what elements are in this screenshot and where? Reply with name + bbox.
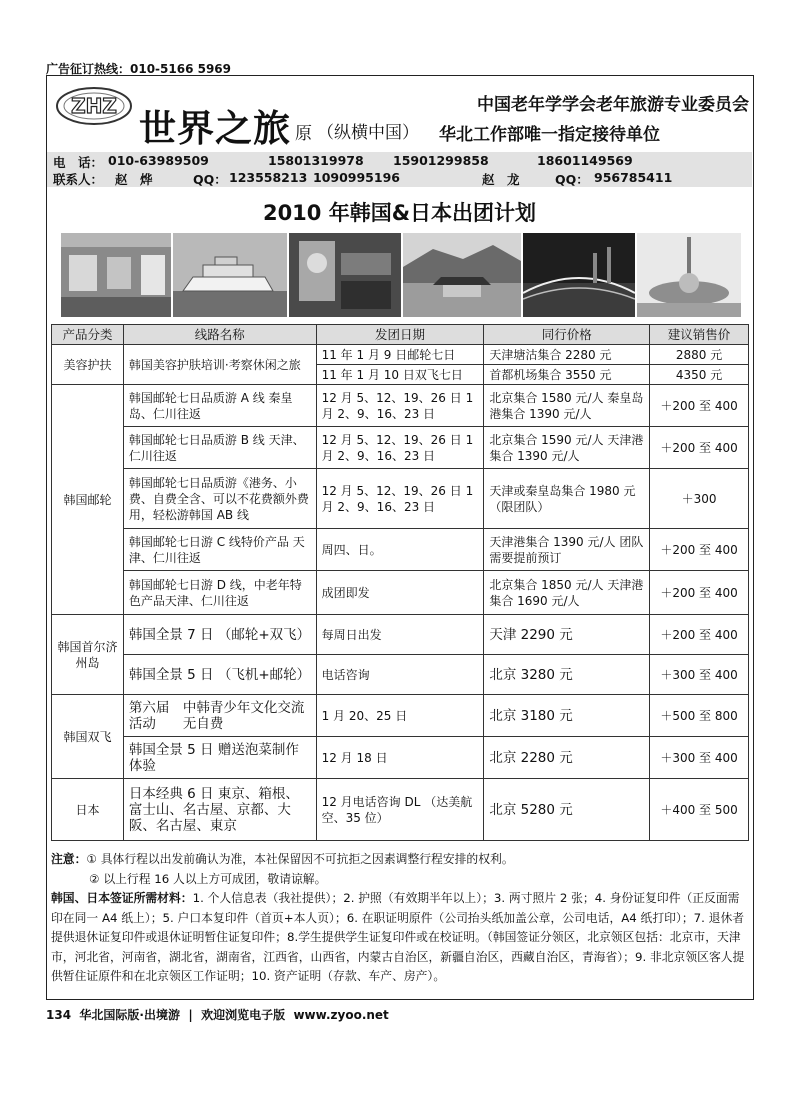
page-title: 2010 年韩国&日本出团计划 bbox=[262, 201, 537, 225]
category-cell: 日本 bbox=[52, 779, 124, 841]
route-cell: 韩国邮轮七日品质游 B 线 天津、仁川往返 bbox=[123, 427, 316, 469]
ship-cabin-photo bbox=[289, 233, 401, 317]
brand-header bbox=[47, 76, 752, 152]
retail-cell: ＋200 至 400 bbox=[650, 571, 749, 615]
qq-label-2: QQ： bbox=[555, 172, 589, 187]
route-cell: 韩国全景 5 日 赠送泡菜制作体验 bbox=[123, 737, 316, 779]
table-header-row bbox=[52, 325, 749, 345]
route-cell: 韩国美容护肤培训·考察休闲之旅 bbox=[123, 345, 316, 385]
col-header-route: 线路名称 bbox=[123, 325, 316, 345]
phone-1: 010-63989509 bbox=[108, 153, 209, 168]
footer-slogan: 欢迎浏览电子版 bbox=[201, 1008, 286, 1022]
phone-2: 15801319978 bbox=[268, 153, 364, 168]
price-cell: 天津港集合 1390 元/人 团队需要提前预订 bbox=[484, 529, 650, 571]
brand-former-prefix: 原 bbox=[295, 124, 312, 144]
date-cell: 成团即发 bbox=[316, 571, 484, 615]
date-cell: 12 月 5、12、19、26 日 1 月 2、9、16、23 日 bbox=[316, 469, 484, 529]
photo-strip bbox=[61, 233, 741, 317]
note-line-1 bbox=[51, 850, 751, 870]
appointment-text: 华北工作部唯一指定接待单位 bbox=[439, 125, 660, 145]
date-cell: 电话咨询 bbox=[316, 655, 484, 695]
retail-cell: ＋500 至 800 bbox=[650, 695, 749, 737]
footer-separator: | bbox=[188, 1008, 193, 1022]
table-row bbox=[52, 385, 749, 427]
ad-hotline: 广告征订热线：010-5166 5969 bbox=[46, 62, 232, 76]
table-row bbox=[52, 345, 749, 365]
table-row bbox=[52, 469, 749, 529]
visa-requirements bbox=[51, 889, 751, 987]
page-number: 134 bbox=[46, 1008, 72, 1022]
col-header-retail: 建议销售价 bbox=[650, 325, 749, 345]
zhz-logo-icon bbox=[55, 86, 133, 126]
price-cell: 首都机场集合 3550 元 bbox=[484, 365, 650, 385]
date-cell: 11 年 1 月 10 日双飞七日 bbox=[316, 365, 484, 385]
cruise-ship-photo bbox=[173, 233, 287, 317]
date-cell: 12 月 5、12、19、26 日 1 月 2、9、16、23 日 bbox=[316, 385, 484, 427]
retail-cell: ＋200 至 400 bbox=[650, 529, 749, 571]
price-cell: 北京集合 1850 元/人 天津港集合 1690 元/人 bbox=[484, 571, 650, 615]
brand-name: 世界之旅 bbox=[139, 106, 291, 150]
col-header-category: 产品分类 bbox=[52, 325, 124, 345]
table-row bbox=[52, 737, 749, 779]
retail-cell: ＋300 至 400 bbox=[650, 655, 749, 695]
page-footer bbox=[46, 1006, 389, 1023]
person-2: 赵 龙 bbox=[482, 172, 520, 187]
qq-1a: 123558213 bbox=[229, 170, 308, 185]
korean-palace-photo bbox=[403, 233, 521, 317]
table-row bbox=[52, 779, 749, 841]
qq-label-1: QQ： bbox=[193, 172, 227, 187]
phone-3: 15901299858 bbox=[393, 153, 489, 168]
route-cell: 韩国邮轮七日品质游《港务、小费、自费全含、可以不花费额外费用，轻松游韩国 AB 线 bbox=[123, 469, 316, 529]
col-header-price: 同行价格 bbox=[484, 325, 650, 345]
monument-photo bbox=[637, 233, 741, 317]
table-row bbox=[52, 571, 749, 615]
association-name: 中国老年学学会老年旅游专业委员会 bbox=[477, 95, 749, 115]
date-cell: 周四、日。 bbox=[316, 529, 484, 571]
date-cell: 12 月电话咨询 DL （达美航空、35 位） bbox=[316, 779, 484, 841]
category-cell: 韩国邮轮 bbox=[52, 385, 124, 615]
person-label: 联系人： bbox=[53, 172, 104, 187]
date-cell: 12 月 18 日 bbox=[316, 737, 484, 779]
table-row bbox=[52, 695, 749, 737]
route-cell: 第六届 中韩青少年文化交流活动 无自费 bbox=[123, 695, 316, 737]
price-cell: 北京集合 1590 元/人 天津港集合 1390 元/人 bbox=[484, 427, 650, 469]
phone-label: 电 话： bbox=[53, 155, 104, 170]
route-cell: 韩国邮轮七日品质游 A 线 秦皇岛、仁川往返 bbox=[123, 385, 316, 427]
price-cell: 北京 3280 元 bbox=[484, 655, 650, 695]
price-cell: 北京 5280 元 bbox=[484, 779, 650, 841]
route-cell: 韩国全景 5 日 （飞机+邮轮） bbox=[123, 655, 316, 695]
notes-section bbox=[51, 850, 751, 987]
table-row bbox=[52, 529, 749, 571]
retail-cell: ＋300 至 400 bbox=[650, 737, 749, 779]
notes-label: 注意： bbox=[51, 852, 87, 866]
price-cell: 天津 2290 元 bbox=[484, 615, 650, 655]
tour-plan-table bbox=[51, 324, 749, 841]
note-1: ① 具体行程以出发前确认为准，本社保留因不可抗拒之因素调整行程安排的权利。 bbox=[86, 852, 514, 866]
category-cell: 韩国双飞 bbox=[52, 695, 124, 779]
route-cell: 韩国邮轮七日游 D 线，中老年特色产品天津、仁川往返 bbox=[123, 571, 316, 615]
retail-cell: 4350 元 bbox=[650, 365, 749, 385]
note-2: ② 以上行程 16 人以上方可成团，敬请谅解。 bbox=[89, 871, 327, 886]
visa-label: 韩国、日本签证所需材料： bbox=[51, 891, 193, 905]
price-cell: 天津或秦皇岛集合 1980 元（限团队） bbox=[484, 469, 650, 529]
price-cell: 北京 2280 元 bbox=[484, 737, 650, 779]
qq-2: 956785411 bbox=[594, 170, 673, 185]
cabin-interior-photo bbox=[61, 233, 171, 317]
col-header-date: 发团日期 bbox=[316, 325, 484, 345]
website-link[interactable]: www.zyoo.net bbox=[293, 1008, 389, 1022]
person-1: 赵 烨 bbox=[115, 172, 153, 187]
price-cell: 天津塘沽集合 2280 元 bbox=[484, 345, 650, 365]
night-bridge-photo bbox=[523, 233, 635, 317]
retail-cell: ＋200 至 400 bbox=[650, 615, 749, 655]
route-cell: 韩国全景 7 日 （邮轮+双飞） bbox=[123, 615, 316, 655]
table-row bbox=[52, 427, 749, 469]
retail-cell: ＋200 至 400 bbox=[650, 427, 749, 469]
route-cell: 日本经典 6 日 東京、箱根、富士山、名古屋、京都、大阪、名古屋、東京 bbox=[123, 779, 316, 841]
visa-text: 1. 个人信息表（我社提供）；2. 护照（有效期半年以上）；3. 两寸照片 2 张；4. 身份证复印件（正反面需印在同一 A4 纸上）；5. 户口本复印件（首页+本人页）；6. 在职证明原件（公司抬头纸加盖公章，公司电话，A4 纸打印）；7. 退休者提供退休证复印件或退休证明暂住证复印件；8.学生提供学生证复印件或在校证明。（韩国签证分领区，北京领区包括：北京市，天津市，河北省，河南省，湖北省，湖南省，江西省，山西省，内蒙古自治区，新疆自治区，西藏自治区，青海省）；9. 非北京领区客人提供暂住证原件和在北京领区工作证明；10. 资产证明（存款、车产、房产）。 bbox=[51, 891, 745, 983]
route-cell: 韩国邮轮七日游 C 线特价产品 天津、仁川往返 bbox=[123, 529, 316, 571]
retail-cell: 2880 元 bbox=[650, 345, 749, 365]
brand-former-name: （纵横中国） bbox=[317, 123, 419, 143]
date-cell: 11 年 1 月 9 日邮轮七日 bbox=[316, 345, 484, 365]
publication-name: 华北国际版·出境游 bbox=[79, 1008, 180, 1022]
contact-bar bbox=[47, 152, 752, 187]
table-row bbox=[52, 615, 749, 655]
retail-cell: ＋200 至 400 bbox=[650, 385, 749, 427]
retail-cell: ＋300 bbox=[650, 469, 749, 529]
phone-4: 18601149569 bbox=[537, 153, 633, 168]
logo-text: ZHZ bbox=[71, 94, 117, 118]
category-cell: 韩国首尔济州岛 bbox=[52, 615, 124, 695]
retail-cell: ＋400 至 500 bbox=[650, 779, 749, 841]
date-cell: 1 月 20、25 日 bbox=[316, 695, 484, 737]
category-cell: 美容护扶 bbox=[52, 345, 124, 385]
price-cell: 北京集合 1580 元/人 秦皇岛港集合 1390 元/人 bbox=[484, 385, 650, 427]
date-cell: 每周日出发 bbox=[316, 615, 484, 655]
price-cell: 北京 3180 元 bbox=[484, 695, 650, 737]
table-row bbox=[52, 655, 749, 695]
qq-1b: 1090995196 bbox=[313, 170, 400, 185]
page-frame bbox=[46, 75, 754, 1000]
date-cell: 12 月 5、12、19、26 日 1 月 2、9、16、23 日 bbox=[316, 427, 484, 469]
